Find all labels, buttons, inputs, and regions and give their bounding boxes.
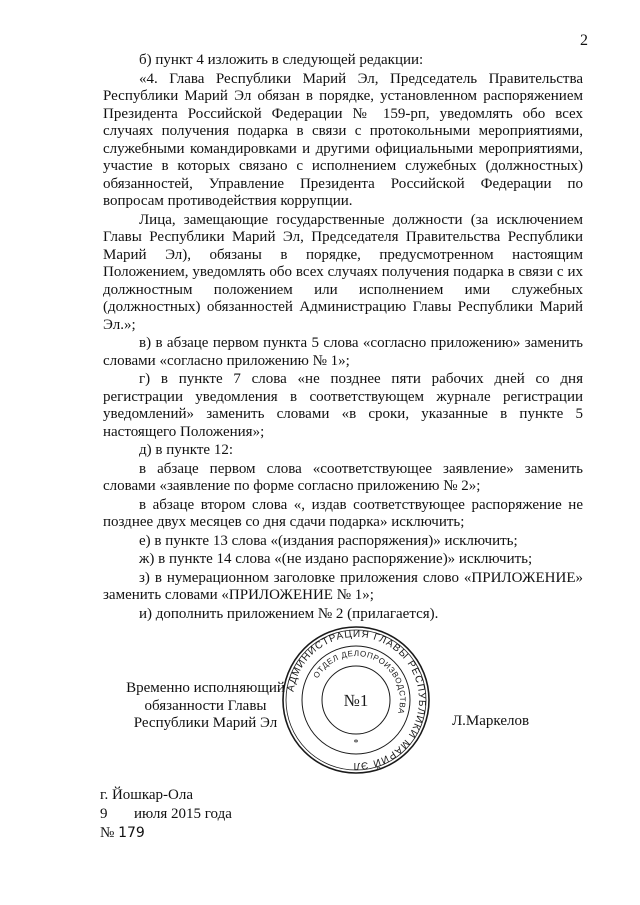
seal-outer-text: АДМИНИСТРАЦИЯ ГЛАВЫ РЕСПУБЛИКИ МАРИЙ ЭЛ	[285, 628, 428, 772]
paragraph-d: д) в пункте 12:	[139, 442, 233, 458]
seal-inner-text: ОТДЕЛ ДЕЛОПРОИЗВОДСТВА	[311, 648, 408, 716]
official-seal	[280, 624, 432, 776]
date-month-year: июля 2015 года	[134, 806, 232, 822]
signatory-position-line2: обязанности Главы	[144, 697, 267, 714]
number-sign: №	[100, 825, 115, 841]
date-day: 9	[100, 806, 108, 822]
paragraph-b: б) пункт 4 изложить в следующей редакции:	[139, 52, 424, 68]
registration-number: 179	[118, 825, 145, 841]
signatory-position	[118, 680, 293, 733]
signatory-position-line1: Временно исполняющий	[126, 680, 285, 696]
paragraph-zh: ж) в пункте 14 слова «(не издано распоряжение)» исключить;	[139, 551, 533, 567]
paragraph-point-4: «4. Глава Республики Марий Эл, Председатель Правительства Республики Марий Эл обязан в порядке, установленном распоряжением Президента Российской Федерации № 159-рп, уведомлять обо всех случаях получения подарка в связи с протокольными мероприятиями, служебными командировками и другими официальными мероприятиями, участие в которых связано с исполнением служебных (должностных) обязанностей, Управление Президента Российской Федерации по вопросам противодействия коррупции.	[103, 70, 583, 209]
paragraph-e: е) в пункте 13 слова «(издания распоряжения)» исключить;	[139, 532, 518, 549]
city: г. Йошкар-Ола	[100, 787, 194, 803]
document-footer	[100, 786, 232, 843]
seal-number: №1	[343, 691, 369, 710]
document-number	[100, 824, 232, 843]
paragraph-officials: Лица, замещающие государственные должности (за исключением Главы Республики Марий Эл, Председателя Правительства Республики Марий Эл), обязаны в порядке, предусмотренном настоящим Положением, уведомлять обо всех случаях получения подарка в связи с их должностным положением или исполнением ими служебных (должностных) обязанностей Администрацию Главы Республики Марий Эл.»;	[103, 211, 583, 333]
paragraph-i: и) дополнить приложением № 2 (прилагается).	[139, 605, 439, 622]
document-date	[100, 805, 232, 824]
seal-star-icon: *	[353, 738, 359, 749]
paragraph-z: з) в нумерационном заголовке приложения слово «ПРИЛОЖЕНИЕ» заменить словами «ПРИЛОЖЕНИЕ № 1»;	[103, 569, 583, 603]
signatory-position-line3: Республики Марий Эл	[133, 715, 278, 731]
document-body	[103, 52, 583, 624]
paragraph-g: г) в пункте 7 слова «не позднее пяти рабочих дней со дня регистрации уведомления в соответствующем журнале регистрации уведомлений» заменить словами «в сроки, указанные в пункте 5 настоящего Положения»;	[103, 371, 583, 440]
page-number: 2	[580, 32, 588, 49]
signatory-name: Л.Маркелов	[452, 713, 530, 729]
paragraph-d-second: в абзаце втором слова «, издав соответствующее распоряжение не позднее двух месяцев со дня сдачи подарка» исключить;	[103, 496, 583, 530]
paragraph-d-first: в абзаце первом слова «соответствующее заявление» заменить словами «заявление по форме согласно приложению № 2»;	[103, 460, 583, 494]
paragraph-v: в) в абзаце первом пункта 5 слова «согласно приложению» заменить словами «согласно приложению № 1»;	[103, 335, 583, 369]
